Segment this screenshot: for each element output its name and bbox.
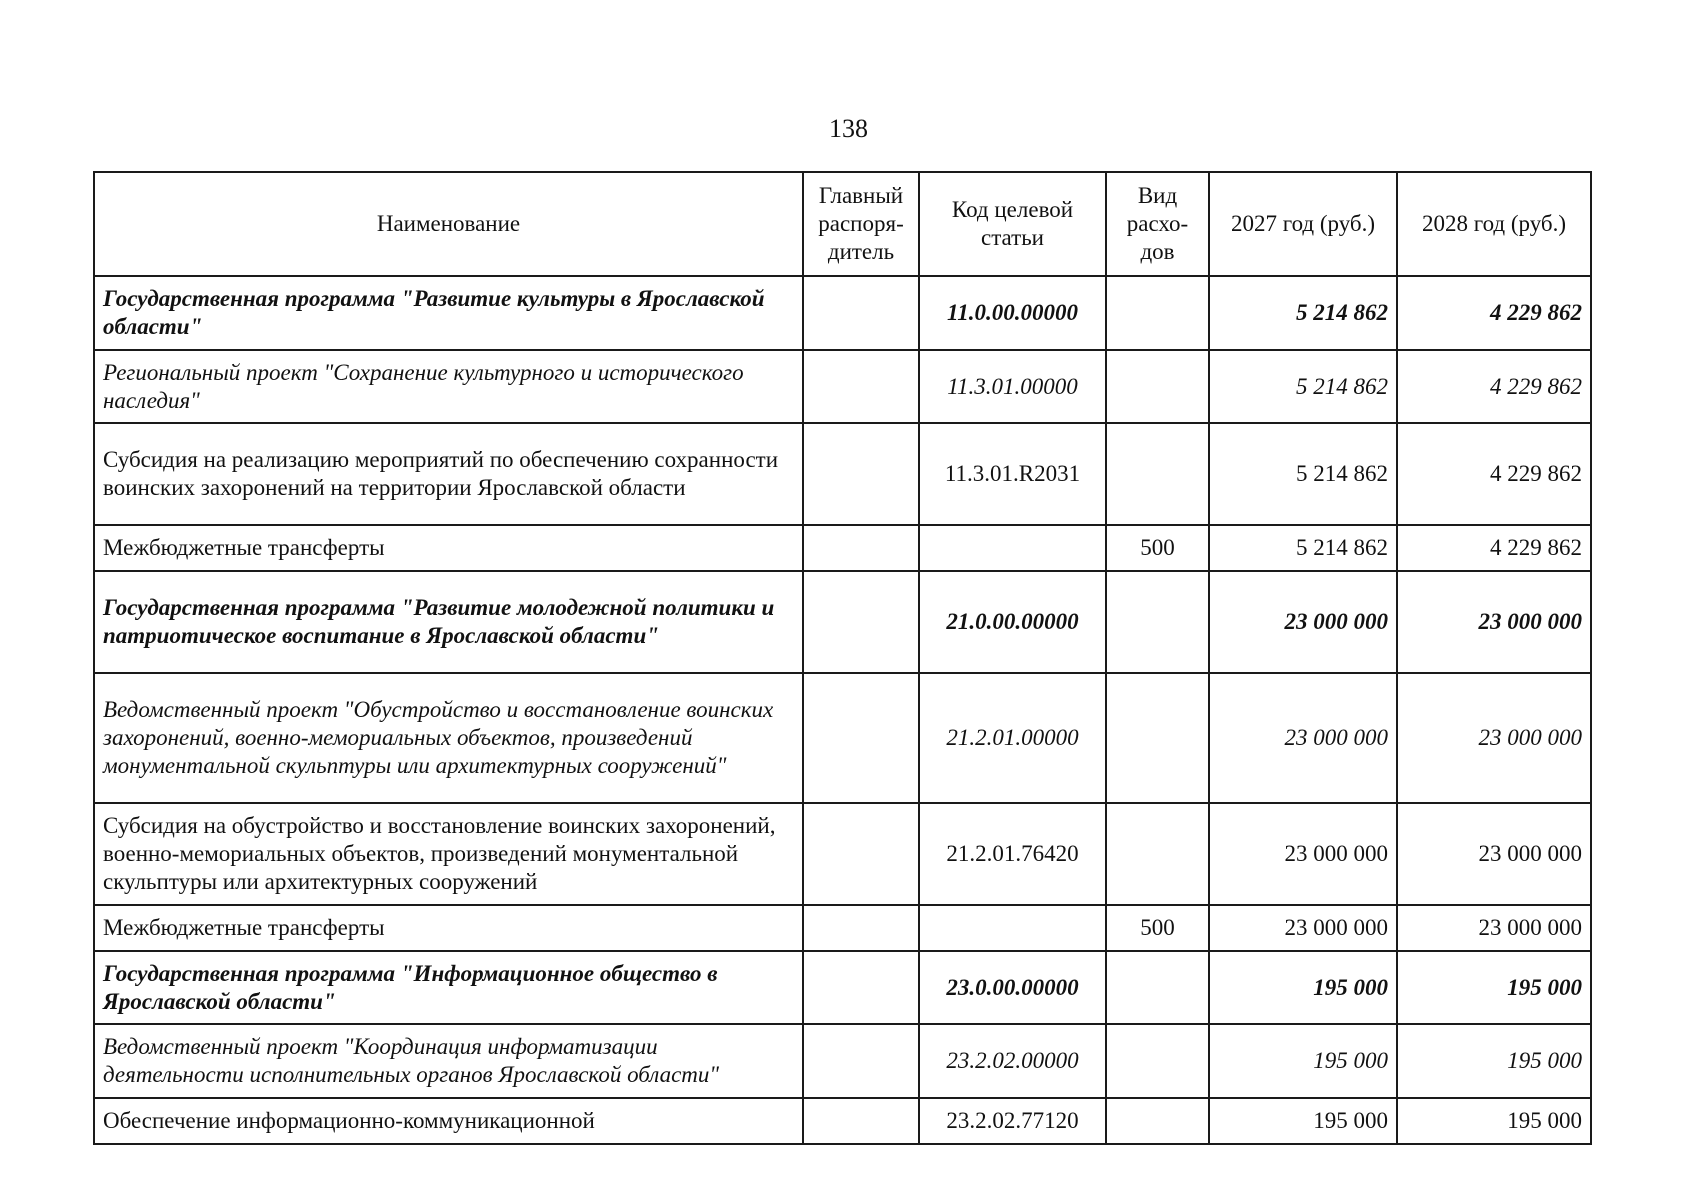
row-amount-2027: 5 214 862 [1209, 525, 1397, 571]
row-amount-2028: 4 229 862 [1397, 350, 1591, 423]
row-amount-2028: 195 000 [1397, 951, 1591, 1024]
row-name: Государственная программа "Информационное общество в Ярославской области" [94, 951, 803, 1024]
row-code: 11.3.01.R2031 [919, 423, 1106, 525]
row-amount-2027: 5 214 862 [1209, 276, 1397, 350]
row-manager [803, 571, 919, 673]
row-code: 11.3.01.00000 [919, 350, 1106, 423]
row-amount-2027: 23 000 000 [1209, 673, 1397, 803]
table-row [94, 951, 1591, 1024]
header-year-2027: 2027 год (руб.) [1209, 172, 1397, 276]
header-code: Код целевой статьи [919, 172, 1106, 276]
row-expense-type [1106, 423, 1209, 525]
table-row [94, 1098, 1591, 1144]
header-expense-type: Вид расхо- дов [1106, 172, 1209, 276]
row-name: Субсидия на реализацию мероприятий по обеспечению сохранности воинских захоронений на территории Ярославской области [94, 423, 803, 525]
row-manager [803, 951, 919, 1024]
row-amount-2028: 4 229 862 [1397, 423, 1591, 525]
row-amount-2028: 195 000 [1397, 1098, 1591, 1144]
row-expense-type [1106, 803, 1209, 905]
table-row [94, 276, 1591, 350]
row-name: Региональный проект "Сохранение культурного и исторического наследия" [94, 350, 803, 423]
row-expense-type [1106, 1024, 1209, 1098]
row-manager [803, 423, 919, 525]
row-amount-2028: 23 000 000 [1397, 673, 1591, 803]
table-row [94, 525, 1591, 571]
budget-table [93, 171, 1592, 1145]
table-row [94, 423, 1591, 525]
header-year-2028: 2028 год (руб.) [1397, 172, 1591, 276]
row-code [919, 525, 1106, 571]
row-code: 21.2.01.00000 [919, 673, 1106, 803]
row-code: 23.2.02.77120 [919, 1098, 1106, 1144]
table-header-row [94, 172, 1591, 276]
row-manager [803, 1024, 919, 1098]
row-name: Субсидия на обустройство и восстановление воинских захоронений, военно-мемориальных объектов, произведений монументальной скульптуры или архитектурных сооружений [94, 803, 803, 905]
row-amount-2028: 23 000 000 [1397, 803, 1591, 905]
row-code: 21.0.00.00000 [919, 571, 1106, 673]
row-amount-2027: 5 214 862 [1209, 350, 1397, 423]
table-row [94, 803, 1591, 905]
row-amount-2027: 23 000 000 [1209, 571, 1397, 673]
row-expense-type [1106, 951, 1209, 1024]
page-number: 138 [829, 114, 868, 143]
row-expense-type [1106, 673, 1209, 803]
row-amount-2027: 5 214 862 [1209, 423, 1397, 525]
row-amount-2027: 195 000 [1209, 1098, 1397, 1144]
row-code: 23.0.00.00000 [919, 951, 1106, 1024]
row-expense-type [1106, 350, 1209, 423]
row-manager [803, 350, 919, 423]
row-manager [803, 905, 919, 951]
row-code [919, 905, 1106, 951]
row-expense-type: 500 [1106, 905, 1209, 951]
row-amount-2027: 23 000 000 [1209, 905, 1397, 951]
row-amount-2027: 195 000 [1209, 951, 1397, 1024]
row-expense-type [1106, 1098, 1209, 1144]
header-name: Наименование [94, 172, 803, 276]
row-expense-type [1106, 276, 1209, 350]
row-name: Ведомственный проект "Обустройство и восстановление воинских захоронений, военно-мемориальных объектов, произведений монументальной скульптуры или архитектурных сооружений" [94, 673, 803, 803]
row-code: 23.2.02.00000 [919, 1024, 1106, 1098]
row-manager [803, 276, 919, 350]
row-name: Межбюджетные трансферты [94, 905, 803, 951]
row-manager [803, 1098, 919, 1144]
row-amount-2027: 23 000 000 [1209, 803, 1397, 905]
table-row [94, 350, 1591, 423]
header-manager: Главный распоря- дитель [803, 172, 919, 276]
row-amount-2028: 4 229 862 [1397, 525, 1591, 571]
row-name: Межбюджетные трансферты [94, 525, 803, 571]
row-manager [803, 525, 919, 571]
row-expense-type: 500 [1106, 525, 1209, 571]
table-row [94, 571, 1591, 673]
row-amount-2028: 23 000 000 [1397, 905, 1591, 951]
row-amount-2027: 195 000 [1209, 1024, 1397, 1098]
row-manager [803, 803, 919, 905]
row-name: Ведомственный проект "Координация информатизации деятельности исполнительных органов Ярославской области" [94, 1024, 803, 1098]
row-amount-2028: 195 000 [1397, 1024, 1591, 1098]
table-row [94, 673, 1591, 803]
row-name: Обеспечение информационно-коммуникационной [94, 1098, 803, 1144]
row-amount-2028: 4 229 862 [1397, 276, 1591, 350]
row-name: Государственная программа "Развитие молодежной политики и патриотическое воспитание в Ярославской области" [94, 571, 803, 673]
table-row [94, 905, 1591, 951]
row-manager [803, 673, 919, 803]
row-amount-2028: 23 000 000 [1397, 571, 1591, 673]
row-code: 11.0.00.00000 [919, 276, 1106, 350]
row-code: 21.2.01.76420 [919, 803, 1106, 905]
row-name: Государственная программа "Развитие культуры в Ярославской области" [94, 276, 803, 350]
table-row [94, 1024, 1591, 1098]
row-expense-type [1106, 571, 1209, 673]
